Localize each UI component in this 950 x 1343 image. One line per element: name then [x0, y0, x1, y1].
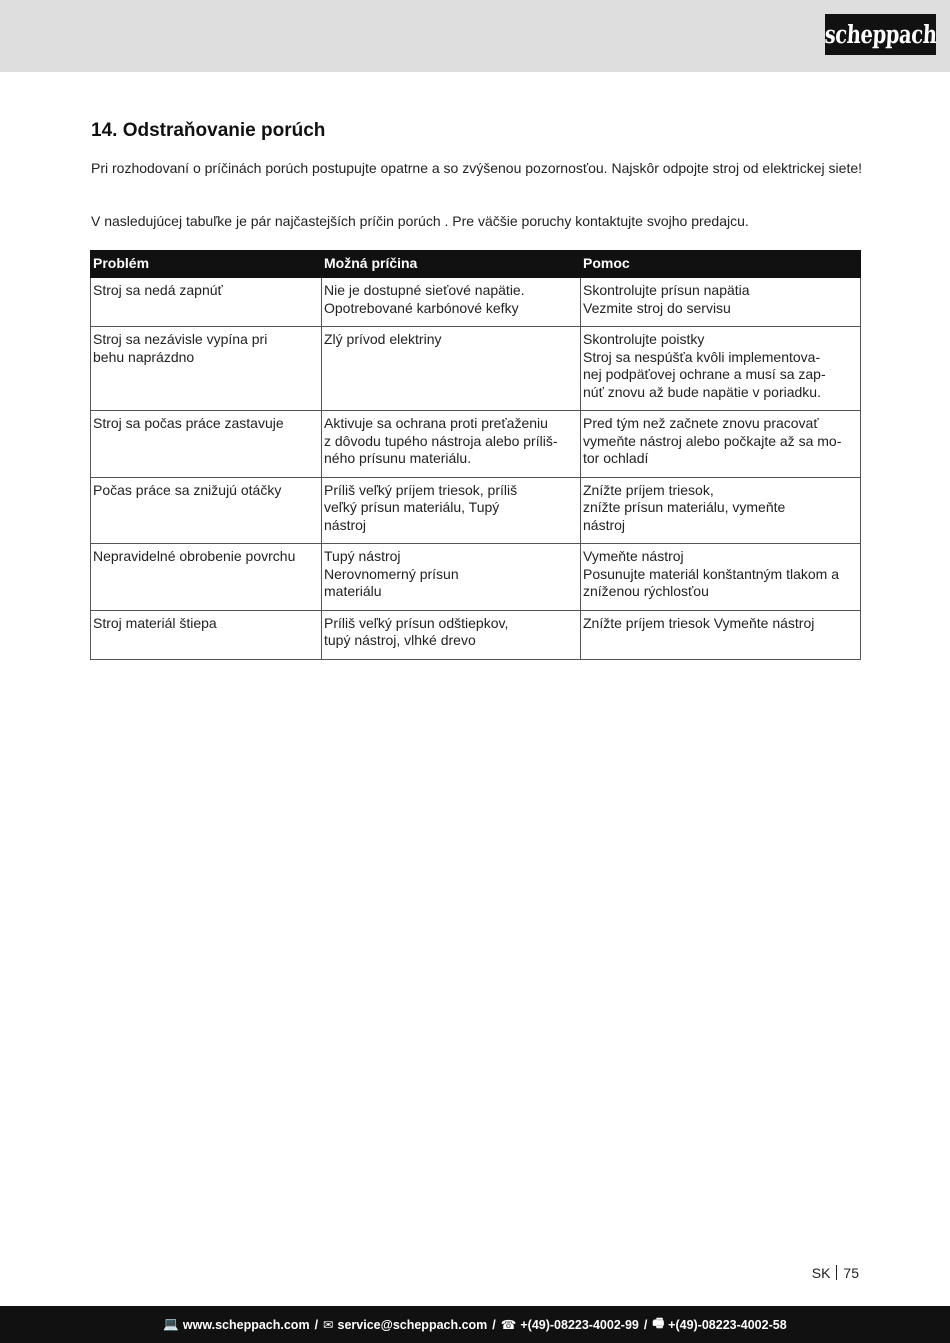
cause-cell: Príliš veľký príjem triesok, príliš veľký prísun materiálu, Tupý nástroj [322, 477, 581, 544]
footer-separator: / [492, 1317, 496, 1332]
table-header-row [91, 251, 861, 278]
page-language: SK [811, 1265, 831, 1281]
problem-cell: Počas práce sa znižujú otáčky [91, 477, 322, 544]
cause-cell: Príliš veľký prísun odštiepkov, tupý nástroj, vlhké drevo [322, 610, 581, 659]
table-row [91, 610, 861, 659]
intro-paragraph: Pri rozhodovaní o príčinách porúch postupujte opatrne a so zvýšenou pozornosťou. Najskôr odpojte stroj od elektrickej siete! [91, 160, 863, 176]
remedy-cell: Skontrolujte prísun napätia Vezmite stroj do servisu [581, 278, 861, 327]
cause-cell: Nie je dostupné sieťové napätie. Opotrebované karbónové kefky [322, 278, 581, 327]
phone-icon: ☎ [500, 1318, 517, 1332]
problem-cell: Stroj sa nedá zapnúť [91, 278, 322, 327]
table-row [91, 544, 861, 611]
cause-cell: Tupý nástroj Nerovnomerný prísun materiálu [322, 544, 581, 611]
computer-icon: 💻 [163, 1317, 179, 1331]
table-row [91, 477, 861, 544]
remedy-cell: Znížte príjem triesok, znížte prísun materiálu, vymeňte nástroj [581, 477, 861, 544]
remedy-cell: Znížte príjem triesok Vymeňte nástroj [581, 610, 861, 659]
table-row [91, 278, 861, 327]
footer-separator: / [643, 1317, 648, 1332]
footer-website[interactable]: www.scheppach.com [182, 1317, 310, 1332]
mail-icon: ✉ [323, 1318, 334, 1332]
problem-cell: Nepravidelné obrobenie povrchu [91, 544, 322, 611]
remedy-cell: Pred tým než začnete znovu pracovať vymeňte nástroj alebo počkajte až sa mo- tor ochladí [581, 411, 861, 478]
problem-cell: Stroj sa počas práce zastavuje [91, 411, 322, 478]
troubleshooting-table [90, 250, 861, 660]
problem-cell: Stroj materiál štiepa [91, 610, 322, 659]
section-title: 14. Odstraňovanie porúch [91, 120, 326, 141]
footer-email[interactable]: service@scheppach.com [337, 1317, 488, 1332]
header-cause: Možná príčina [322, 251, 581, 278]
footer-separator: / [314, 1317, 319, 1332]
remedy-cell: Skontrolujte poistky Stroj sa nespúšťa kvôli implementova- nej podpäťovej ochrane a musí sa zap- núť znovu až bude napätie v poriadku. [581, 327, 861, 411]
remedy-cell: Vymeňte nástroj Posunujte materiál konštantným tlakom a zníženou rýchlosťou [581, 544, 861, 611]
header-bar [0, 0, 950, 72]
table-row [91, 411, 861, 478]
problem-cell: Stroj sa nezávisle vypína pri behu naprázdno [91, 327, 322, 411]
page-divider [836, 1265, 837, 1280]
scheppach-logo: scheppach [825, 14, 936, 55]
footer-fax: +(49)-08223-4002-58 [668, 1317, 787, 1332]
table-row [91, 327, 861, 411]
table-intro-paragraph: V nasledujúcej tabuľke je pár najčastejších príčin porúch . Pre väčšie poruchy kontaktujte svojho predajcu. [91, 213, 749, 229]
footer-phone: +(49)-08223-4002-99 [520, 1317, 639, 1332]
fax-icon: 🖷 [652, 1316, 665, 1330]
header-problem: Problém [91, 251, 322, 278]
page-number-value: 75 [843, 1265, 859, 1281]
footer-bar [0, 1306, 950, 1343]
page-number [812, 1265, 859, 1281]
cause-cell: Aktivuje sa ochrana proti preťaženiu z dôvodu tupého nástroja alebo príliš- ného prísunu materiálu. [322, 411, 581, 478]
cause-cell: Zlý prívod elektriny [322, 327, 581, 411]
header-remedy: Pomoc [581, 251, 861, 278]
